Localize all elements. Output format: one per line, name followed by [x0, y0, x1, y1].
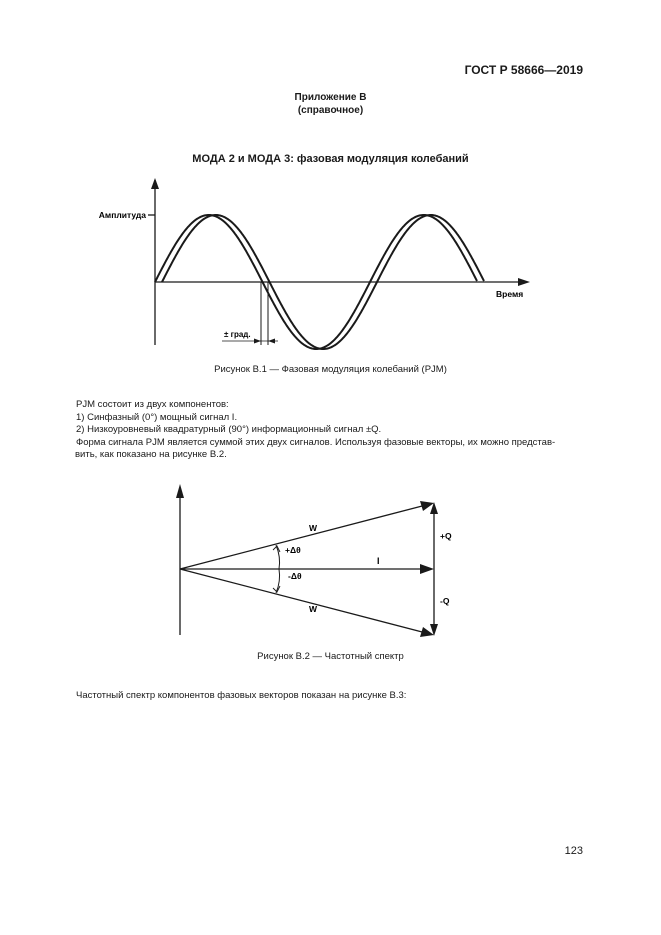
figure1-y-label: Амплитуда [98, 210, 146, 220]
figure2-w-upper-label: W [309, 523, 318, 533]
figure1-title: МОДА 2 и МОДА 3: фазовая модуляция колебаний [192, 153, 469, 165]
figure1-phase-label: ± град. [224, 330, 251, 339]
figure2-w-lower-vector [180, 569, 426, 633]
paragraph1-line1: PJM состоит из двух компонентов: [76, 399, 229, 410]
paragraph-spectrum [76, 690, 586, 703]
figure2-angle-tick-lower [273, 586, 280, 592]
paragraph1-line2: 1) Синфазный (0°) мощный сигнал I. [76, 411, 238, 423]
figure1-x-axis-arrow [518, 278, 530, 286]
figure1-x-label: Время [496, 289, 524, 299]
paragraph-components [76, 399, 586, 462]
figure2-caption: Рисунок В.2 — Частотный спектр [257, 651, 404, 662]
figure2-w-upper-vector [180, 505, 426, 569]
page-number: 123 [564, 845, 583, 857]
figure2-plus-angle-arc [276, 545, 280, 569]
paragraph1-line4: Форма сигнала PJM является суммой этих двух сигналов. Используя фазовые векторы, их можно представ- [76, 436, 556, 448]
figure1-caption: Рисунок В.1 — Фазовая модуляция колебаний (PJM) [214, 364, 447, 375]
figure2-axis-arrow [176, 484, 184, 498]
figure1-waveform-diagram [0, 0, 661, 400]
figure2-minus-angle-arc [276, 569, 280, 593]
figure2-plus-q-label: +Q [440, 531, 452, 541]
paragraph1-line3: 2) Низкоуровневый квадратурный (90°) информационный сигнал ±Q. [76, 424, 382, 435]
figure2-plus-delta-label: +Δθ [285, 545, 301, 555]
figure1-phase-arrow-right [268, 339, 275, 344]
figure1-phase-arrow-left [254, 339, 261, 344]
paragraph1-line5: вить, как показано на рисунке В.2. [75, 449, 227, 460]
paragraph2-text: Частотный спектр компонентов фазовых векторов показан на рисунке В.3: [76, 690, 407, 701]
appendix-note: (справочное) [297, 105, 364, 116]
appendix-title: Приложение В [294, 92, 367, 103]
standard-number: ГОСТ Р 58666—2019 [464, 63, 583, 77]
figure2-w-lower-label: W [309, 604, 318, 614]
figure1-y-axis-arrow [151, 178, 159, 189]
figure2-i-label: I [377, 556, 380, 566]
figure2-minus-delta-label: -Δθ [288, 571, 302, 581]
figure2-i-arrowhead [420, 564, 434, 574]
figure2-minus-q-label: -Q [440, 596, 450, 606]
figure2-phasor-diagram [0, 470, 661, 650]
figure2-angle-tick-upper [273, 546, 280, 552]
